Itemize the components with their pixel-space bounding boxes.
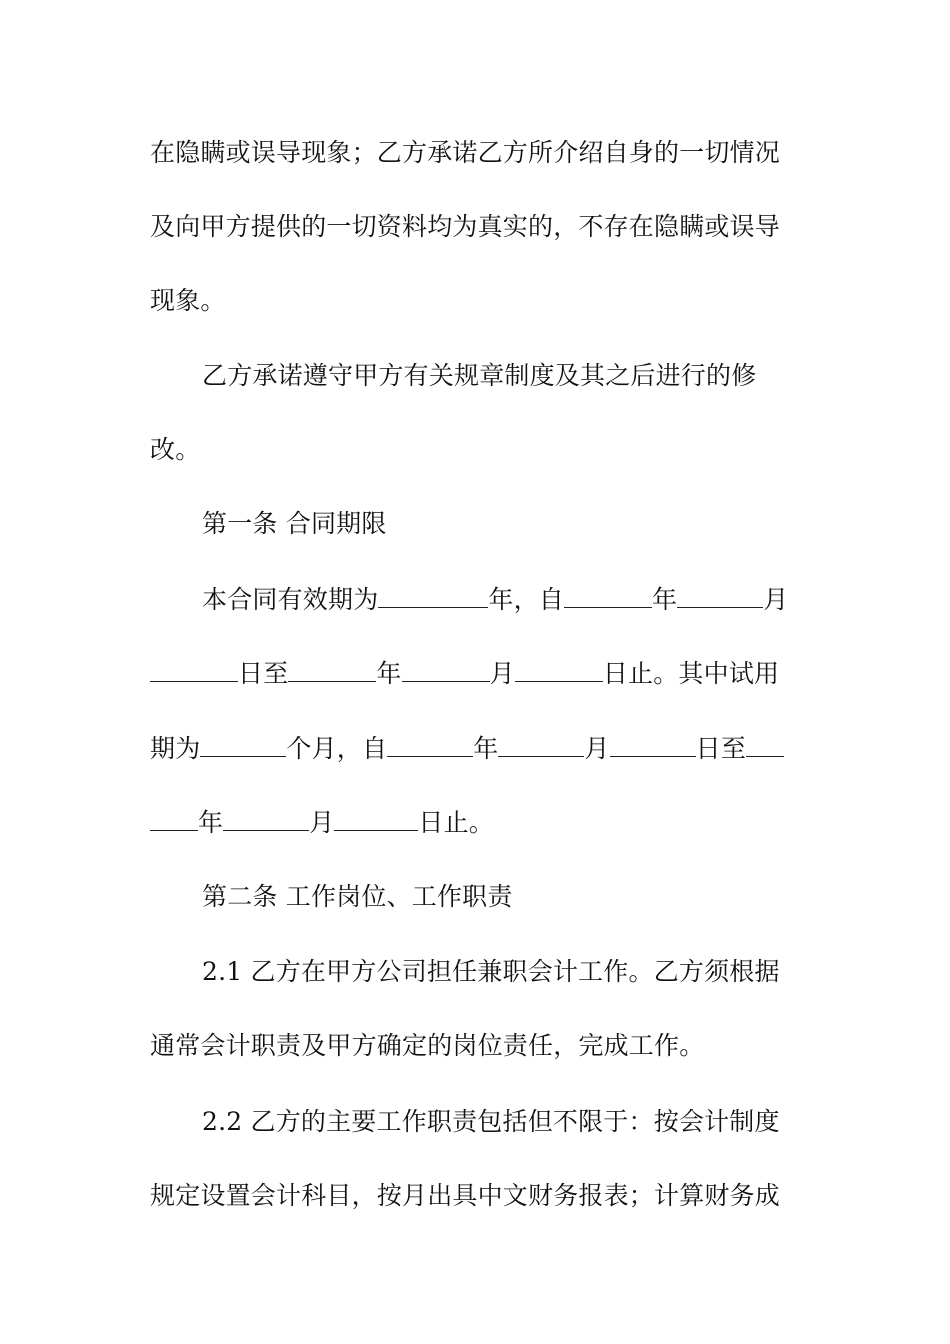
term-text: 日至 (695, 734, 747, 763)
contract-term-line (150, 659, 810, 689)
term-text: 日止。 (418, 808, 495, 837)
blank-field (288, 659, 376, 682)
term-text: 日止。其中试用 (602, 659, 780, 688)
paragraph-line: 规定设置会计科目，按月出具中文财务报表；计算财务成 (150, 1181, 781, 1210)
blank-field (387, 734, 473, 757)
blank-field (564, 585, 652, 608)
term-text: 月 (309, 808, 335, 837)
contract-term-line (202, 585, 862, 615)
paragraph-line: 2.2 乙方的主要工作职责包括但不限于：按会计制度 (202, 1107, 780, 1136)
term-text: 日至 (238, 659, 289, 688)
blank-field (378, 585, 488, 608)
contract-term-line (150, 808, 810, 838)
blank-field (746, 734, 784, 757)
term-prefix: 本合同有效期为 (202, 585, 379, 614)
term-text: 年 (473, 734, 499, 763)
blank-field (515, 659, 603, 682)
term-text: 年 (376, 659, 402, 688)
article-heading: 第二条 工作岗位、工作职责 (202, 882, 513, 911)
blank-field (610, 734, 696, 757)
term-text: 月 (763, 585, 789, 614)
article-heading: 第一条 合同期限 (202, 509, 387, 538)
blank-field (223, 808, 309, 831)
term-text: 个月，自 (286, 734, 388, 763)
blank-field (150, 808, 198, 831)
blank-field (334, 808, 418, 831)
blank-field (677, 585, 763, 608)
blank-field (402, 659, 490, 682)
paragraph-line: 及向甲方提供的一切资料均为真实的，不存在隐瞒或误导 (150, 212, 781, 241)
term-text: 年，自 (488, 585, 565, 614)
term-text: 月 (584, 734, 610, 763)
blank-field (498, 734, 584, 757)
term-text: 年 (652, 585, 678, 614)
contract-term-line (150, 734, 810, 764)
paragraph-line: 乙方承诺遵守甲方有关规章制度及其之后进行的修 (202, 361, 757, 390)
paragraph-line: 改。 (150, 435, 201, 464)
blank-field (150, 659, 238, 682)
term-text: 年 (198, 808, 224, 837)
paragraph-line: 通常会计职责及甲方确定的岗位责任，完成工作。 (150, 1031, 705, 1060)
paragraph-line: 在隐瞒或误导现象；乙方承诺乙方所介绍自身的一切情况 (150, 138, 781, 167)
term-text: 期为 (150, 734, 201, 763)
paragraph-line: 现象。 (150, 286, 226, 315)
paragraph-line: 2.1 乙方在甲方公司担任兼职会计工作。乙方须根据 (202, 957, 780, 986)
term-text: 月 (489, 659, 515, 688)
blank-field (200, 734, 286, 757)
